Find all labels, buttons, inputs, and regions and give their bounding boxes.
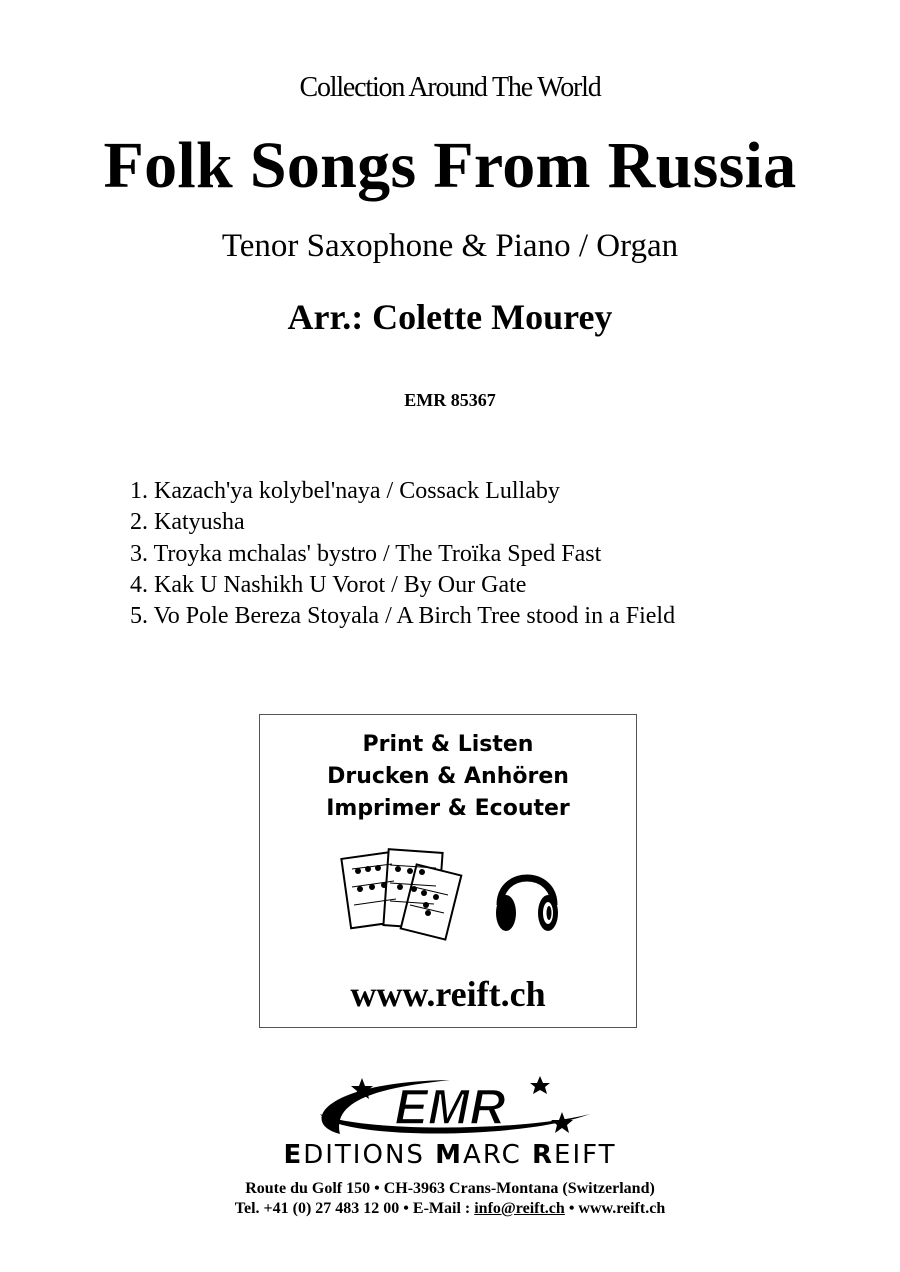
- promo-line-de: Drucken & Anhören: [327, 764, 569, 789]
- phone-text: Tel. +41 (0) 27 483 12 00 • E-Mail :: [234, 1200, 475, 1217]
- list-item: 4. Kak U Nashikh U Vorot / By Our Gate: [130, 571, 527, 598]
- song-list: [130, 476, 830, 632]
- list-item: 1. Kazach'ya kolybel'naya / Cossack Lullaby: [130, 478, 560, 504]
- publisher-contact: [0, 1200, 900, 1218]
- publisher-word-1: DITIONS: [303, 1140, 436, 1170]
- publisher-word-2: ARC: [463, 1140, 533, 1170]
- promo-line-fr: Imprimer & Ecouter: [326, 796, 570, 821]
- list-item: 5. Vo Pole Bereza Stoyala / A Birch Tree stood in a Field: [130, 603, 676, 630]
- publisher-initial-m: M: [435, 1140, 464, 1170]
- email-link[interactable]: info@reift.ch: [474, 1200, 565, 1217]
- publisher-initial-r: R: [532, 1140, 555, 1170]
- list-item: 3. Troyka mchalas' bystro / The Troïka Sped Fast: [130, 540, 602, 567]
- arranger: Arr.: Colette Mourey: [287, 297, 613, 337]
- collection-name: Collection Around The World: [299, 72, 601, 103]
- instrumentation: Tenor Saxophone & Piano / Organ: [221, 228, 679, 264]
- publisher-word-3: EIFT: [554, 1140, 617, 1170]
- logo-text: EMR: [394, 1079, 506, 1135]
- publisher-initial-e: E: [283, 1140, 304, 1170]
- web-text: • www.reift.ch: [564, 1200, 666, 1217]
- print-listen-box: [259, 714, 637, 1028]
- sheet-music-icon: [338, 847, 468, 947]
- promo-line-en: Print & Listen: [362, 732, 534, 757]
- publisher-name: [0, 1140, 900, 1170]
- website-link[interactable]: www.reift.ch: [350, 974, 546, 1014]
- catalog-number: EMR 85367: [404, 390, 496, 410]
- list-item: 2. Katyusha: [130, 509, 245, 536]
- emr-logo: [300, 1074, 600, 1144]
- headphones-icon: [492, 859, 562, 939]
- page-title: Folk Songs From Russia: [103, 129, 797, 202]
- publisher-address: Route du Golf 150 • CH-3963 Crans-Montana (Switzerland): [245, 1180, 655, 1197]
